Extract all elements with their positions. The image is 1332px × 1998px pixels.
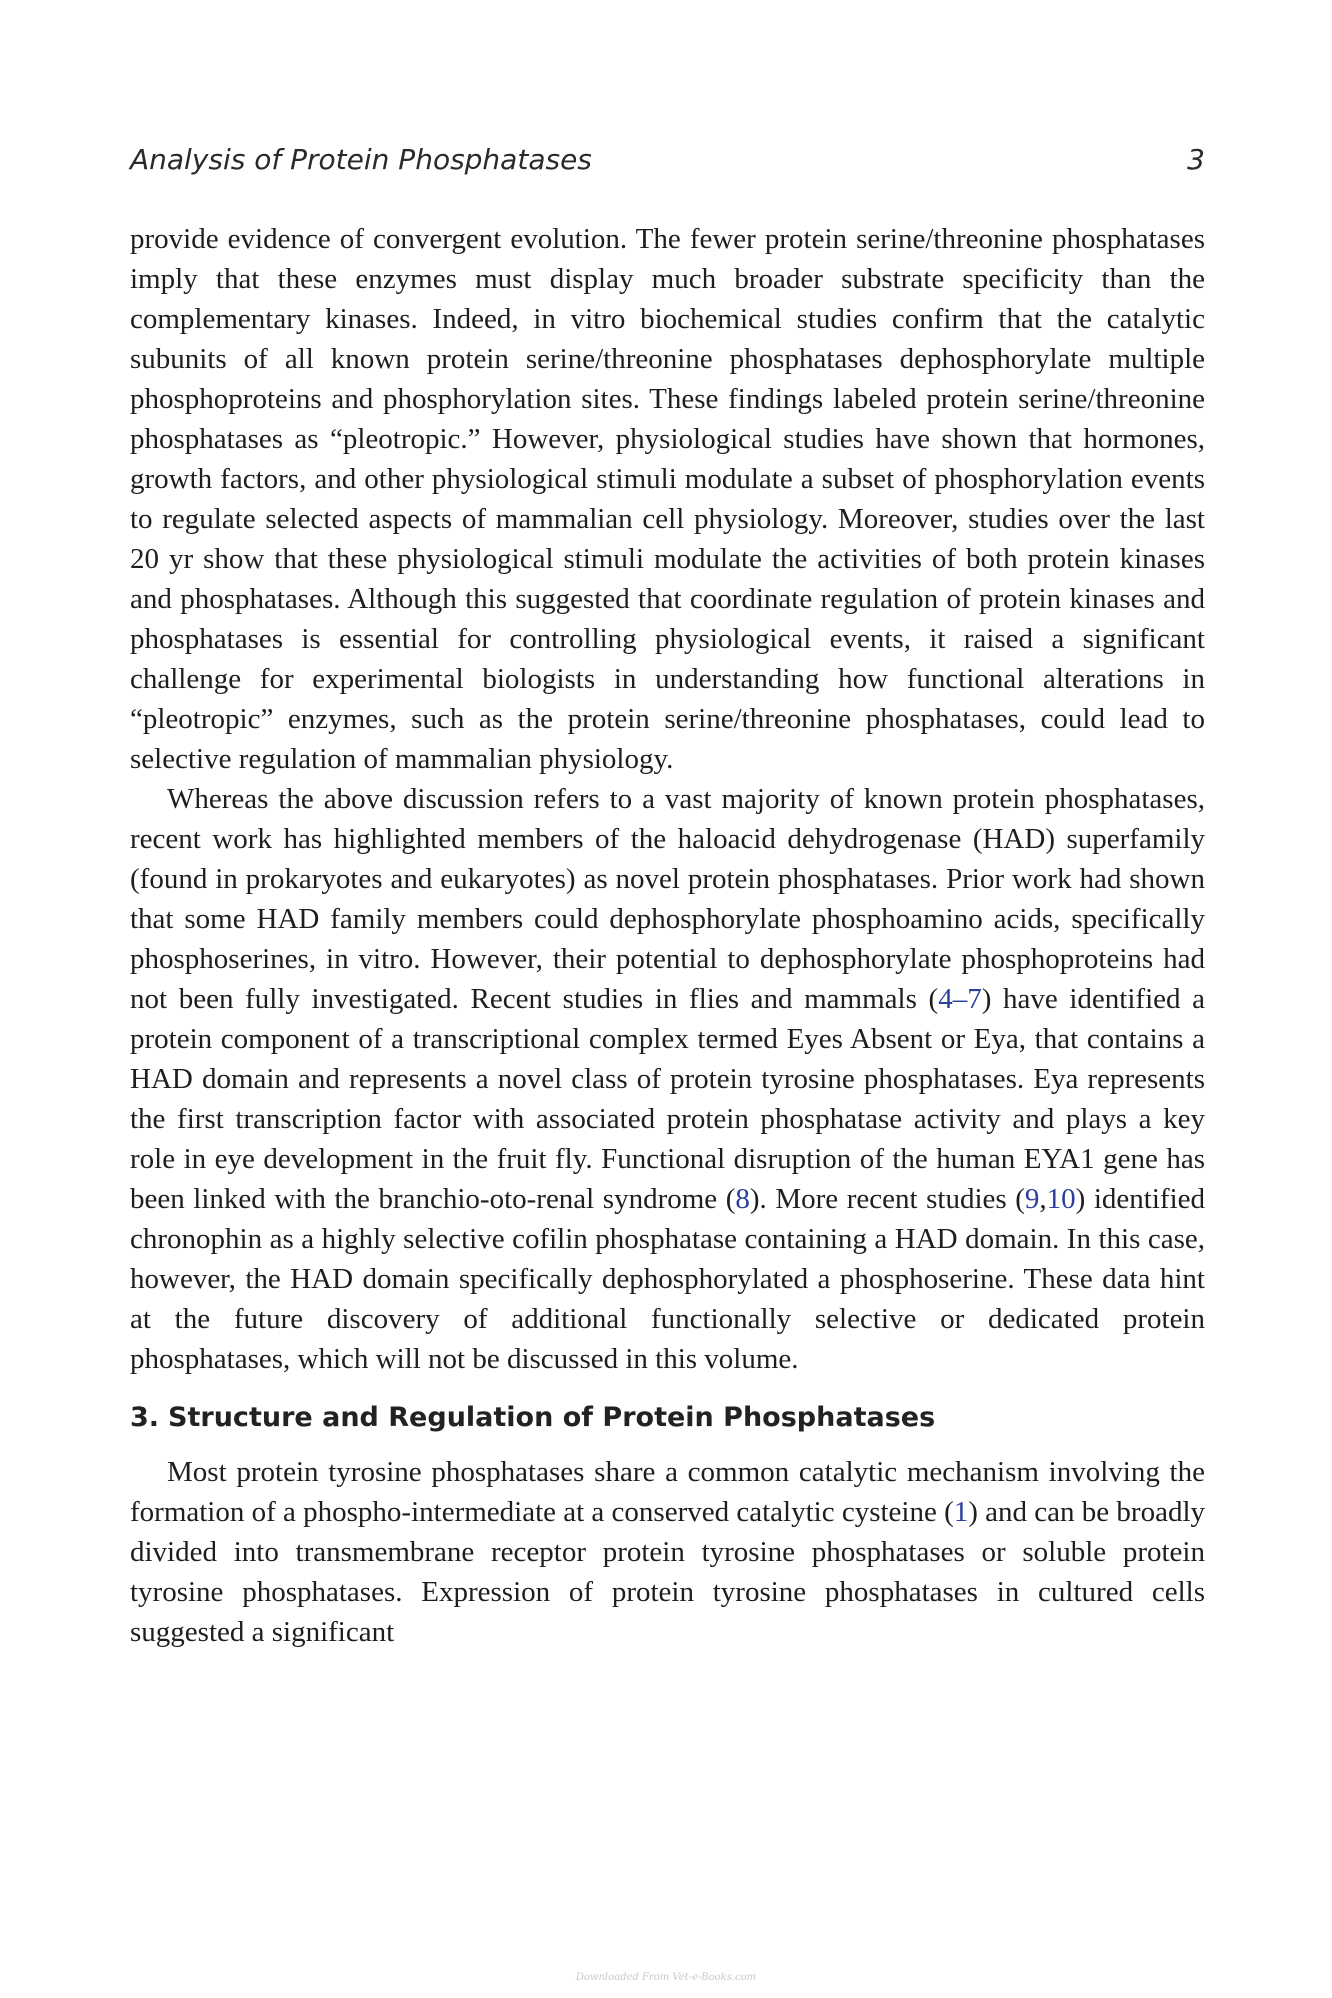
paragraph-2-text-c: ). More recent studies ( <box>749 1183 1025 1215</box>
paragraph-3-text-a: Most protein tyrosine phosphatases share a common catalytic mechanism involving the formation of a phospho-intermediate at a conserved catalytic cysteine ( <box>130 1456 1205 1528</box>
paragraph-1: provide evidence of convergent evolution. The fewer protein serine/threonine phosphatases imply that these enzymes must display much broader substrate specificity than the complementary kinases. Indeed, in vitro biochemical studies confirm that the catalytic subunits of all known protein serine/threonine phosphatases dephosphorylate multiple phosphoproteins and phosphorylation sites. These findings labeled protein serine/threonine phosphatases as “pleotropic.” However, physiological studies have shown that hormones, growth factors, and other physiological stimuli modulate a subset of phosphorylation events to regulate selected aspects of mammalian cell physiology. Moreover, studies over the last 20 yr show that these physiological stimuli modulate the activities of both protein kinases and phosphatases. Although this suggested that coordinate regulation of protein kinases and phosphatases is essential for controlling physiological events, it raised a significant challenge for experimental biologists in understanding how functional alterations in “pleotropic” enzymes, such as the protein serine/threonine phosphatases, could lead to selective regulation of mammalian physiology. <box>130 223 1205 775</box>
body-text <box>130 219 1205 1652</box>
section-heading <box>130 1398 1205 1438</box>
citation-link[interactable]: 4–7 <box>938 983 982 1015</box>
page-number: 3 <box>1187 143 1205 176</box>
running-head-title: Analysis of Protein Phosphatases <box>130 143 592 176</box>
paragraph-3-text-b: ) and can be broadly divided into transmembrane receptor protein tyrosine phosphatases or soluble protein tyrosine phosphatases. Expression of protein tyrosine phosphatases in cultured cells suggested a significant <box>130 1496 1205 1648</box>
citation-link[interactable]: 9 <box>1024 1183 1040 1215</box>
paragraph-3 <box>130 1452 1205 1652</box>
paragraph-2-text-d: ) identified chronophin as a highly selective cofilin phosphatase containing a HAD domain. In this case, however, the HAD domain specifically dephosphorylated a phosphoserine. These data hint at the future discovery of additional functionally selective or dedicated protein phosphatases, which will not be discussed in this volume. <box>130 1183 1206 1375</box>
document-page <box>130 0 1205 1998</box>
paragraph-2 <box>130 779 1205 1379</box>
download-watermark: Downloaded From Vet-e-Books.com <box>575 1972 757 1983</box>
section-title: Structure and Regulation of Protein Phosphatases <box>168 1402 936 1433</box>
citation-link[interactable]: 8 <box>735 1183 750 1215</box>
running-head <box>130 143 1205 183</box>
citation-link[interactable]: 10 <box>1046 1183 1076 1215</box>
section-number: 3. <box>130 1402 160 1433</box>
citation-separator: , <box>1039 1183 1047 1215</box>
citation-link[interactable]: 1 <box>953 1496 969 1528</box>
paragraph-2-text-a: Whereas the above discussion refers to a vast majority of known protein phosphatases, recent work has highlighted members of the haloacid dehydrogenase (HAD) superfamily (found in prokaryotes and eukaryotes) as novel protein phosphatases. Prior work had shown that some HAD family members could dephosphorylate phosphoamino acids, specifically phosphoserines, in vitro. However, their potential to dephosphorylate phosphoproteins had not been fully investigated. Recent studies in flies and mammals ( <box>130 783 1205 1015</box>
paragraph-2-text-b: ) have identified a protein component of a transcriptional complex termed Eyes Absent or Eya, that contains a HAD domain and represents a novel class of protein tyrosine phosphatases. Eya represents the first transcription factor with associated protein phosphatase activity and plays a key role in eye development in the fruit fly. Functional disruption of the human EYA1 gene has been linked with the branchio-oto-renal syndrome ( <box>130 983 1206 1215</box>
